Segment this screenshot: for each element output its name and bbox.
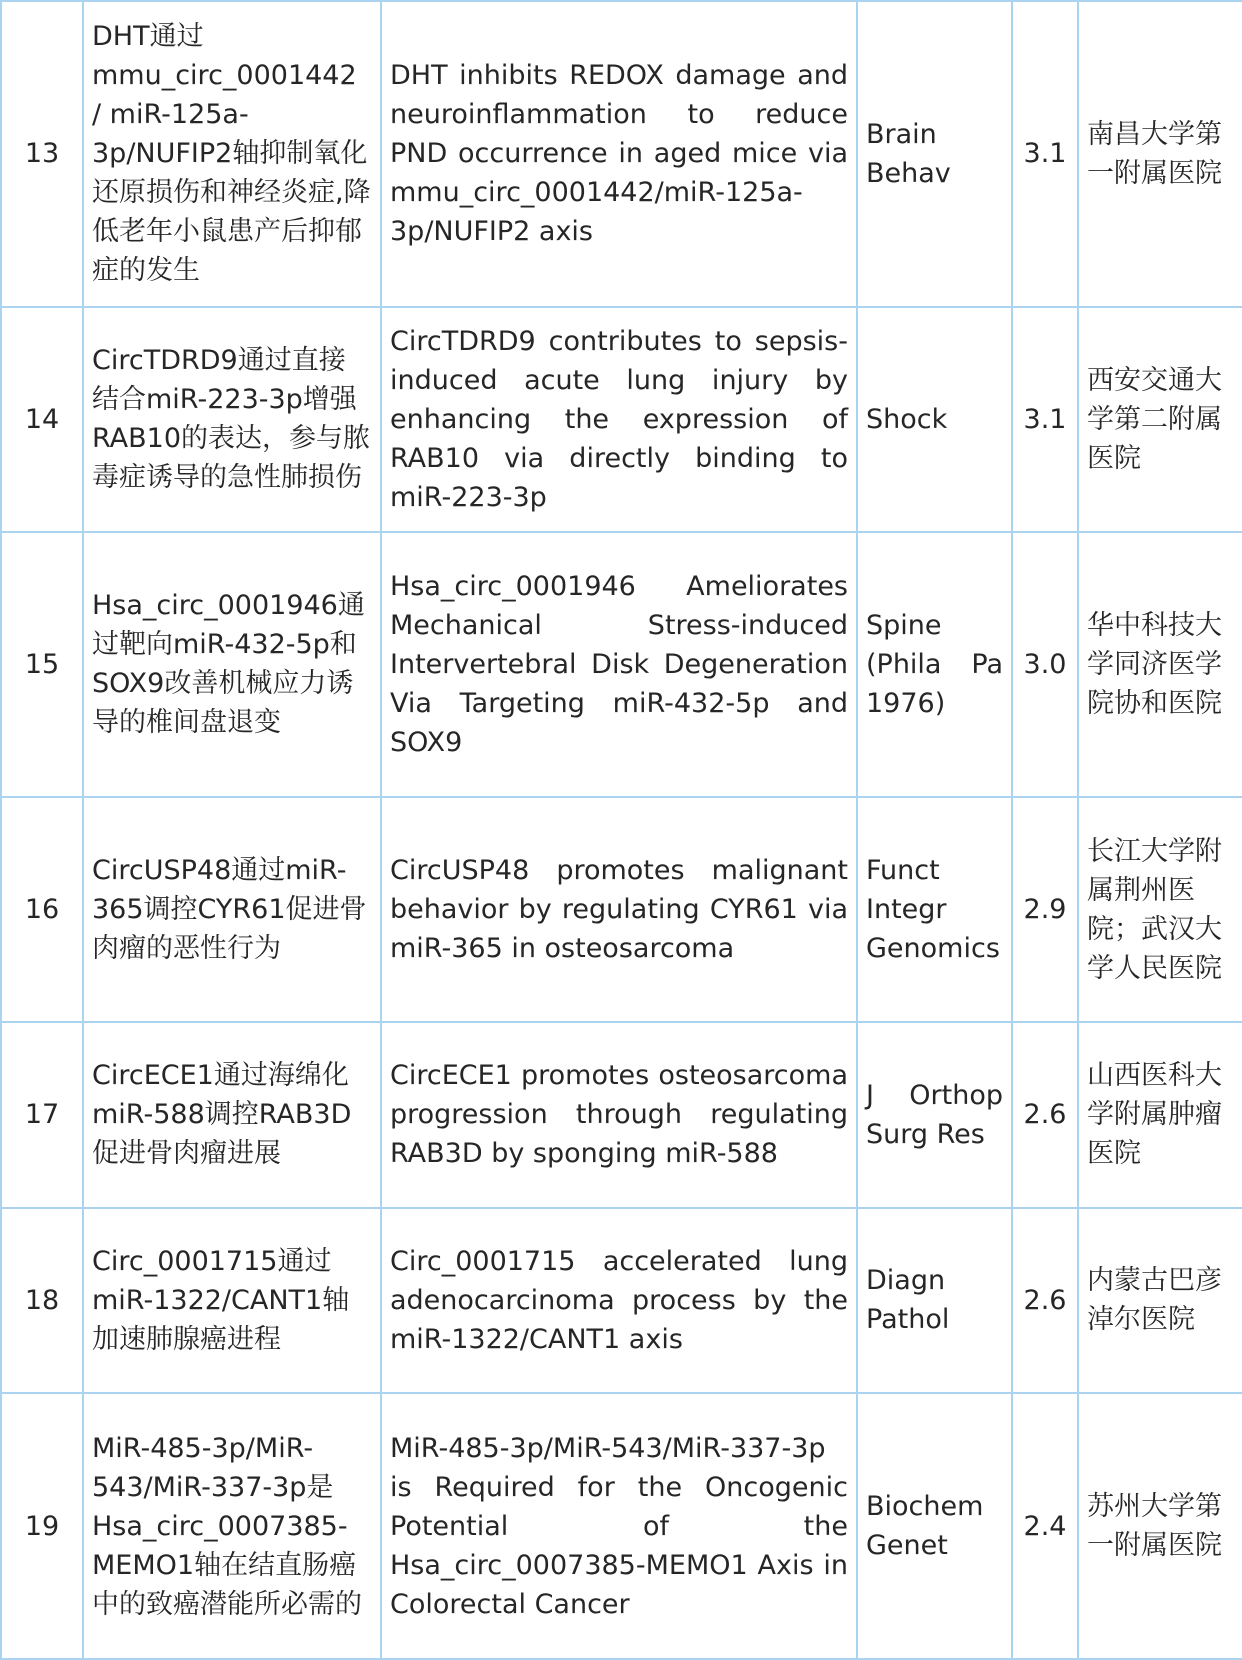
institution-name: 南昌大学第一附属医院 [1087,118,1222,189]
impact-factor: 2.6 [1023,1099,1067,1131]
chinese-title: CircECE1通过海绵化miR-588调控RAB3D促进骨肉瘤进展 [92,1060,352,1170]
journal-name: Biochem Genet [866,1491,984,1562]
chinese-title-cell [83,1208,381,1394]
impact-factor-cell [1012,1,1078,307]
table-row [1,307,1242,532]
journal-name: J Orthop Surg Res [866,1079,1003,1150]
row-number-cell [1,1208,83,1394]
table-row [1,1022,1242,1208]
institution-name: 长江大学附属荆州医院；武汉大学人民医院 [1087,835,1222,984]
english-title: Hsa_circ_0001946 Ameliorates Mechanical Stress-induced Intervertebral Disk Degeneration Via Targeting miR-432-5p and SOX9 [390,570,848,758]
journal-cell [857,1022,1012,1208]
impact-factor-cell [1012,1022,1078,1208]
english-title-cell [381,307,857,532]
institution-cell [1078,1022,1242,1208]
english-title: Circ_0001715 accelerated lung adenocarcinoma process by the miR-1322/CANT1 axis [390,1245,848,1355]
institution-cell [1078,532,1242,798]
row-number-cell [1,1,83,307]
journal-cell [857,797,1012,1022]
chinese-title: DHT通过mmu_circ_0001442 / miR-125a-3p/NUFIP2轴抑制氧化还原损伤和神经炎症,降低老年小鼠患产后抑郁症的发生 [92,21,371,287]
english-title-cell [381,1208,857,1394]
journal-name: Spine (Phila Pa 1976) [866,609,1003,719]
english-title: MiR-485-3p/MiR-543/MiR-337-3p is Required for the Oncogenic Potential of the Hsa_circ_0007385-MEMO1 Axis in Colorectal Cancer [390,1432,848,1620]
chinese-title: Hsa_circ_0001946通过靶向miR-432-5p和SOX9改善机械应力诱导的椎间盘退变 [92,590,365,739]
row-number: 19 [24,1510,60,1542]
impact-factor-cell [1012,1393,1078,1659]
institution-name: 苏州大学第一附属医院 [1087,1491,1222,1562]
chinese-title-cell [83,797,381,1022]
row-number: 17 [24,1099,60,1131]
table-row [1,532,1242,798]
journal-name: Shock [866,403,948,435]
journal-name: Funct Integr Genomics [866,855,1000,965]
english-title: DHT inhibits REDOX damage and neuroinflammation to reduce PND occurrence in aged mice via mmu_circ_0001442/miR-125a-3p/NUFIP2 axis [390,60,848,248]
row-number-cell [1,532,83,798]
institution-cell [1078,1393,1242,1659]
english-title-cell [381,532,857,798]
table-row [1,1208,1242,1394]
journal-cell [857,532,1012,798]
institution-name: 西安交通大学第二附属医院 [1087,364,1222,474]
institution-cell [1078,307,1242,532]
row-number-cell [1,307,83,532]
journal-name: Diagn Pathol [866,1265,950,1336]
row-number: 18 [24,1284,60,1316]
impact-factor-cell [1012,307,1078,532]
journal-name: Brain Behav [866,118,951,189]
chinese-title-cell [83,307,381,532]
institution-name: 内蒙古巴彦淖尔医院 [1087,1265,1222,1336]
institution-cell [1078,1208,1242,1394]
chinese-title: CircTDRD9通过直接结合miR-223-3p增强RAB10的表达，参与脓毒症诱导的急性肺损伤 [92,345,371,494]
english-title: CircTDRD9 contributes to sepsis-induced acute lung injury by enhancing the expression of RAB10 via directly binding to miR-223-3p [390,325,848,513]
english-title-cell [381,797,857,1022]
english-title: CircECE1 promotes osteosarcoma progression through regulating RAB3D by sponging miR-588 [390,1060,848,1170]
impact-factor: 3.0 [1023,648,1067,680]
row-number-cell [1,1022,83,1208]
chinese-title-cell [83,532,381,798]
chinese-title: CircUSP48通过miR-365调控CYR61促进骨肉瘤的恶性行为 [92,855,367,965]
table-row [1,797,1242,1022]
table-row [1,1,1242,307]
english-title-cell [381,1393,857,1659]
chinese-title: MiR-485-3p/MiR-543/MiR-337-3p是Hsa_circ_0007385-MEMO1轴在结直肠癌中的致癌潜能所必需的 [92,1432,362,1620]
english-title: CircUSP48 promotes malignant behavior by regulating CYR61 via miR-365 in osteosarcoma [390,855,848,965]
journal-cell [857,1393,1012,1659]
impact-factor: 2.6 [1023,1284,1067,1316]
chinese-title-cell [83,1022,381,1208]
english-title-cell [381,1022,857,1208]
table-row [1,1393,1242,1659]
chinese-title-cell [83,1393,381,1659]
row-number: 15 [24,648,60,680]
institution-name: 山西医科大学附属肿瘤医院 [1087,1060,1222,1170]
impact-factor: 3.1 [1023,138,1067,170]
impact-factor: 2.9 [1023,894,1067,926]
journal-cell [857,1,1012,307]
table-body [1,1,1242,1659]
journal-cell [857,1208,1012,1394]
english-title-cell [381,1,857,307]
impact-factor: 2.4 [1023,1510,1067,1542]
chinese-title-cell [83,1,381,307]
journal-cell [857,307,1012,532]
row-number-cell [1,1393,83,1659]
row-number: 16 [24,894,60,926]
impact-factor-cell [1012,1208,1078,1394]
row-number-cell [1,797,83,1022]
impact-factor-cell [1012,797,1078,1022]
row-number: 14 [24,403,60,435]
impact-factor: 3.1 [1023,403,1067,435]
institution-cell [1078,797,1242,1022]
institution-cell [1078,1,1242,307]
institution-name: 华中科技大学同济医学院协和医院 [1087,609,1222,719]
impact-factor-cell [1012,532,1078,798]
row-number: 13 [24,138,60,170]
chinese-title: Circ_0001715通过miR-1322/CANT1轴加速肺腺癌进程 [92,1245,350,1355]
